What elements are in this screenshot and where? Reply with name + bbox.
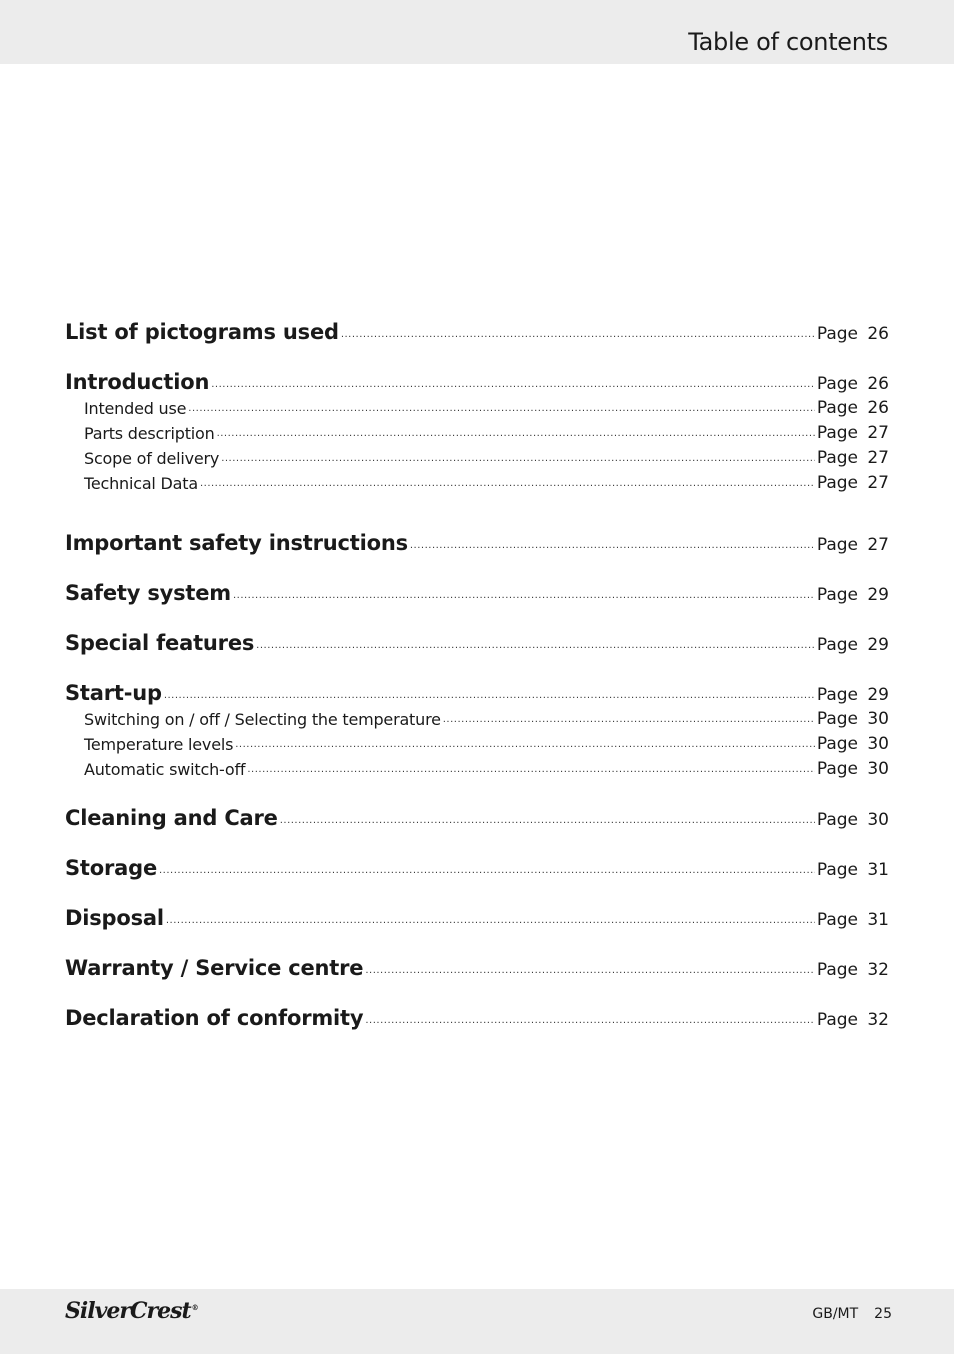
page-word: Page xyxy=(816,709,858,729)
leader-dots xyxy=(221,454,815,464)
leader-dots xyxy=(166,916,815,926)
leader-dots xyxy=(256,641,815,651)
leader-dots xyxy=(159,866,815,876)
toc-subentry[interactable] xyxy=(65,734,889,754)
toc-entry-label: Declaration of conformity xyxy=(65,1006,364,1030)
brand-logo xyxy=(65,1298,198,1324)
leader-dots xyxy=(233,591,815,601)
page-word: Page xyxy=(816,398,858,418)
page-word: Page xyxy=(816,535,858,555)
leader-dots xyxy=(365,1016,814,1026)
toc-entry-label: Disposal xyxy=(65,906,164,930)
page-number: 30 xyxy=(867,709,889,729)
toc-entry-label: Intended use xyxy=(84,399,187,418)
page-word: Page xyxy=(816,734,858,754)
toc-entry-label: Switching on / off / Selecting the temperature xyxy=(84,710,441,729)
toc-entry-label: Temperature levels xyxy=(84,735,234,754)
page-word: Page xyxy=(816,423,858,443)
toc-entry-label: Special features xyxy=(65,631,255,655)
toc-entry-label: Storage xyxy=(65,856,157,880)
toc-entry[interactable] xyxy=(65,806,889,830)
toc-entry-label: Important safety instructions xyxy=(65,531,408,555)
leader-dots xyxy=(217,429,815,439)
leader-dots xyxy=(443,715,815,725)
toc-entry-label: Cleaning and Care xyxy=(65,806,278,830)
page-number: 32 xyxy=(867,1010,889,1030)
page-word: Page xyxy=(816,635,858,655)
page-number: 29 xyxy=(867,635,889,655)
page-word: Page xyxy=(816,860,858,880)
toc-entry[interactable] xyxy=(65,956,889,980)
toc-entry-label: Scope of delivery xyxy=(84,449,220,468)
footer-meta xyxy=(812,1306,892,1322)
page-number: 29 xyxy=(867,585,889,605)
toc-subentry[interactable] xyxy=(65,398,889,418)
toc-entry[interactable] xyxy=(65,320,889,344)
toc-entry-label: Warranty / Service centre xyxy=(65,956,364,980)
toc-entry[interactable] xyxy=(65,856,889,880)
page-number: 26 xyxy=(867,324,889,344)
toc-subentry[interactable] xyxy=(65,423,889,443)
page-number: 29 xyxy=(867,685,889,705)
page-word: Page xyxy=(816,759,858,779)
toc-entry[interactable] xyxy=(65,1006,889,1030)
leader-dots xyxy=(280,816,815,826)
page-word: Page xyxy=(816,473,858,493)
page-number: 30 xyxy=(867,810,889,830)
page-number: 27 xyxy=(867,448,889,468)
leader-dots xyxy=(235,740,815,750)
page-word: Page xyxy=(816,685,858,705)
page-number: 27 xyxy=(867,535,889,555)
toc-entry[interactable] xyxy=(65,631,889,655)
header-band xyxy=(0,0,954,64)
page-word: Page xyxy=(816,448,858,468)
page-title: Table of contents xyxy=(688,28,888,56)
toc-entry[interactable] xyxy=(65,906,889,930)
page-number: 30 xyxy=(867,759,889,779)
leader-dots xyxy=(188,404,815,414)
leader-dots xyxy=(200,479,815,489)
page-word: Page xyxy=(816,910,858,930)
toc-entry[interactable] xyxy=(65,531,889,555)
toc-subentry[interactable] xyxy=(65,448,889,468)
registered-mark: ® xyxy=(191,1302,198,1312)
page-number: 26 xyxy=(867,398,889,418)
toc-subentry[interactable] xyxy=(65,473,889,493)
leader-dots xyxy=(365,966,815,976)
language-code: GB/MT xyxy=(812,1306,859,1322)
toc-entry-label: Technical Data xyxy=(84,474,198,493)
page-word: Page xyxy=(816,374,858,394)
toc-subentry[interactable] xyxy=(65,709,889,729)
toc-entry-label: List of pictograms used xyxy=(65,320,339,344)
page-word: Page xyxy=(816,324,858,344)
page-word: Page xyxy=(816,585,858,605)
toc-entry-label: Safety system xyxy=(65,581,231,605)
brand-name: SilverCrest xyxy=(65,1298,191,1324)
page-number: 30 xyxy=(867,734,889,754)
page-number: 32 xyxy=(867,960,889,980)
page-word: Page xyxy=(816,810,858,830)
leader-dots xyxy=(247,765,814,775)
page-number: 31 xyxy=(867,860,889,880)
leader-dots xyxy=(164,691,815,701)
toc-entry-label: Introduction xyxy=(65,370,210,394)
page-number: 27 xyxy=(867,423,889,443)
leader-dots xyxy=(410,541,815,551)
toc-entry[interactable] xyxy=(65,370,889,394)
page-number: 26 xyxy=(867,374,889,394)
page-word: Page xyxy=(816,960,858,980)
leader-dots xyxy=(211,380,815,390)
page-number-footer: 25 xyxy=(874,1306,892,1322)
toc-entry-label: Parts description xyxy=(84,424,215,443)
leader-dots xyxy=(341,330,815,340)
toc-entry[interactable] xyxy=(65,581,889,605)
toc-entry[interactable] xyxy=(65,681,889,705)
page-word: Page xyxy=(816,1010,858,1030)
toc-entry-label: Start-up xyxy=(65,681,162,705)
page-number: 27 xyxy=(867,473,889,493)
toc-subentry[interactable] xyxy=(65,759,889,779)
page-number: 31 xyxy=(867,910,889,930)
toc-entry-label: Automatic switch-off xyxy=(84,760,246,779)
